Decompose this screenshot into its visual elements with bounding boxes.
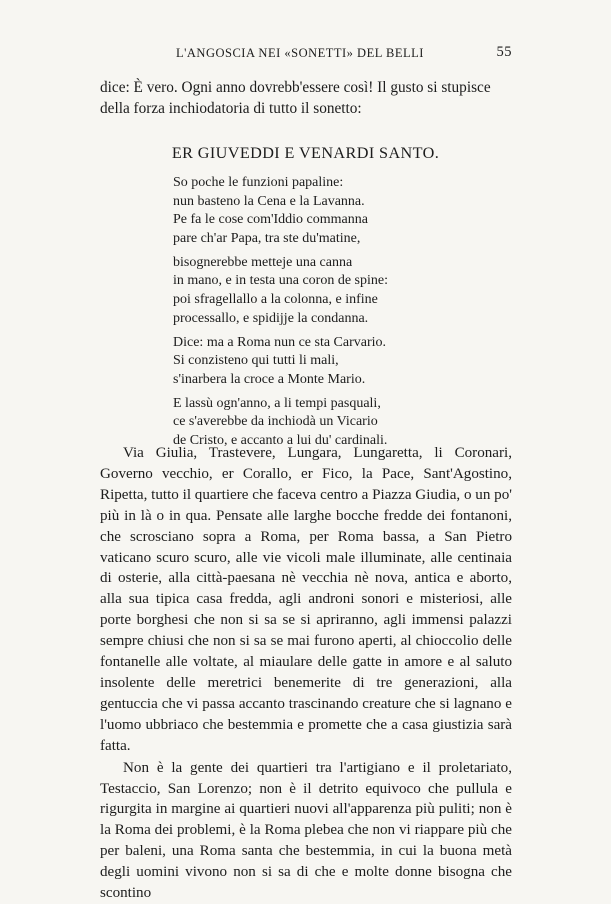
sonnet — [173, 174, 473, 456]
verse-line: nun basteno la Cena e la Lavanna. — [173, 193, 365, 209]
verse-line: ce s'averebbe da inchiodà un Vicario — [173, 414, 378, 430]
stanza — [173, 334, 473, 390]
verse-line: s'inarbera la croce a Monte Mario. — [173, 371, 366, 387]
verse-line: So poche le funzioni papaline: — [173, 175, 344, 190]
page-number: 55 — [496, 44, 512, 60]
verse-line: Si conzisteno qui tutti li mali, — [173, 353, 339, 369]
body-text — [100, 443, 512, 904]
verse-line: bisognerebbe metteje una canna — [173, 254, 353, 270]
body-paragraph: Non è la gente dei quartieri tra l'artigiano e il proletariato, Testaccio, San Lorenzo; non è il detrito equivoco che pullula e rigurgita in margine ai quartieri nuovi all'apparenza più puliti; non è la Roma dei problemi, è la Roma plebea che non vi riappare più che per baleni, una Roma santa che bestemmia, in cui la buona metà degli uomini vivono non si sa di che e molte donne bisogna che scontino — [100, 759, 512, 902]
intro-line: dice: È vero. Ogni anno dovrebb'essere così! Il gusto si stupisce — [100, 79, 491, 96]
running-title: L'ANGOSCIA NEI «SONETTI» DEL BELLI — [176, 46, 424, 60]
intro-line: della forza inchiodatoria di tutto il sonetto: — [100, 100, 362, 117]
verse-line: Dice: ma a Roma nun ce sta Carvario. — [173, 334, 387, 350]
verse-line: Pe fa le cose com'Iddio commanna — [173, 212, 368, 228]
verse-line: pare ch'ar Papa, tra ste du'matine, — [173, 230, 361, 246]
verse-line: poi sfragellallo a la colonna, e infine — [173, 291, 378, 307]
intro-paragraph — [100, 77, 512, 119]
verse-line: E lassù ogn'anno, a li tempi pasquali, — [173, 395, 381, 411]
stanza — [173, 254, 473, 328]
body-paragraph: Via Giulia, Trastevere, Lungara, Lungaretta, li Coronari, Governo vecchio, er Corallo, er Fico, la Pace, Sant'Agostino, Ripetta, tutto il quartiere che faceva centro a Piazza Giudia, o un po' più in là o in qua. Pensate alle larghe bocche fredde dei fontanoni, che scrosciano sopra a Roma, per Roma bassa, a San Pietro vaticano scuro scuro, alle vie vicoli male illuminate, alle centinaia di osterie, alla città-paesana nè vecchia nè nova, antica e aborto, alla sua tipica casa fredda, agli androni sonori e misteriosi, alle porte borghesi che non si sa se si apriranno, agli immensi palazzi sempre chiusi che non si sa se mai furono aperti, al chioccolio delle fontanelle alle voltate, al miaulare delle gatte in amore e al saluto insolente delle meretrici benemerite di tre generazioni, alla gentuccia che vi passa accanto trascinando creature che si lagnano e l'uomo ubbriaco che bestemmia e promette che a casa giustizia sarà fatta. — [100, 445, 512, 754]
verse-line: in mano, e in testa una coron de spine: — [173, 273, 388, 289]
verse-line: processallo, e spidijje la condanna. — [173, 310, 369, 326]
verse-line: de Cristo, e accanto a lui du' cardinali. — [173, 432, 388, 448]
poem-title: ER GIUVEDDI E VENARDI SANTO. — [171, 144, 440, 162]
stanza — [173, 174, 473, 248]
